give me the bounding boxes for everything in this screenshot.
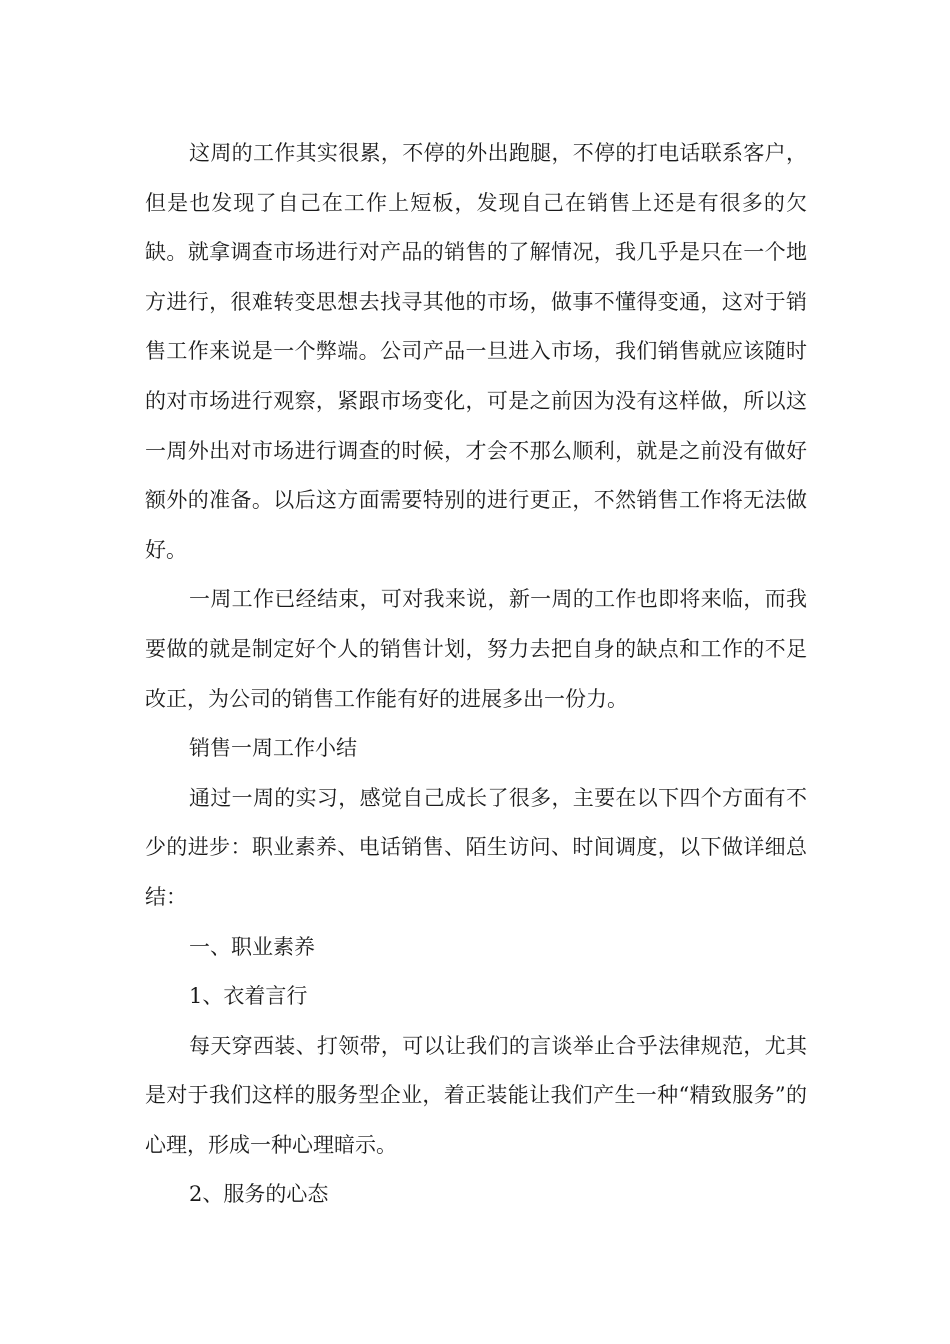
document-body	[145, 129, 807, 1220]
paragraph-next-week-plan: 一周工作已经结束，可对我来说，新一周的工作也即将来临，而我要做的就是制定好个人的销售计划，努力去把自身的缺点和工作的不足改正，为公司的销售工作能有好的进展多出一份力。	[145, 587, 807, 711]
paragraph-weekly-reflection: 这周的工作其实很累，不停的外出跑腿，不停的打电话联系客户，但是也发现了自己在工作上短板，发现自己在销售上还是有很多的欠缺。就拿调查市场进行对产品的销售的了解情况，我几乎是只在一个地方进行，很难转变思想去找寻其他的市场，做事不懂得变通，这对于销售工作来说是一个弊端。公司产品一旦进入市场，我们销售就应该随时的对市场进行观察，紧跟市场变化，可是之前因为没有这样做，所以这一周外出对市场进行调查的时候，才会不那么顺利，就是之前没有做好额外的准备。以后这方面需要特别的进行更正，不然销售工作将无法做好。	[145, 141, 807, 562]
section-heading-weekly-summary: 销售一周工作小结	[189, 736, 357, 761]
paragraph-internship-overview: 通过一周的实习，感觉自己成长了很多，主要在以下四个方面有不少的进步：职业素养、电话销售、陌生访问、时间调度，以下做详细总结：	[145, 785, 807, 909]
subheading-attire-conduct: 1、衣着言行	[189, 984, 308, 1009]
section-heading-professional-quality: 一、职业素养	[189, 934, 315, 959]
subheading-service-attitude: 2、服务的心态	[189, 1182, 329, 1207]
paragraph-attire-details: 每天穿西装、打领带，可以让我们的言谈举止合乎法律规范，尤其是对于我们这样的服务型企业，着正装能让我们产生一种“精致服务”的心理，形成一种心理暗示。	[145, 1033, 807, 1157]
